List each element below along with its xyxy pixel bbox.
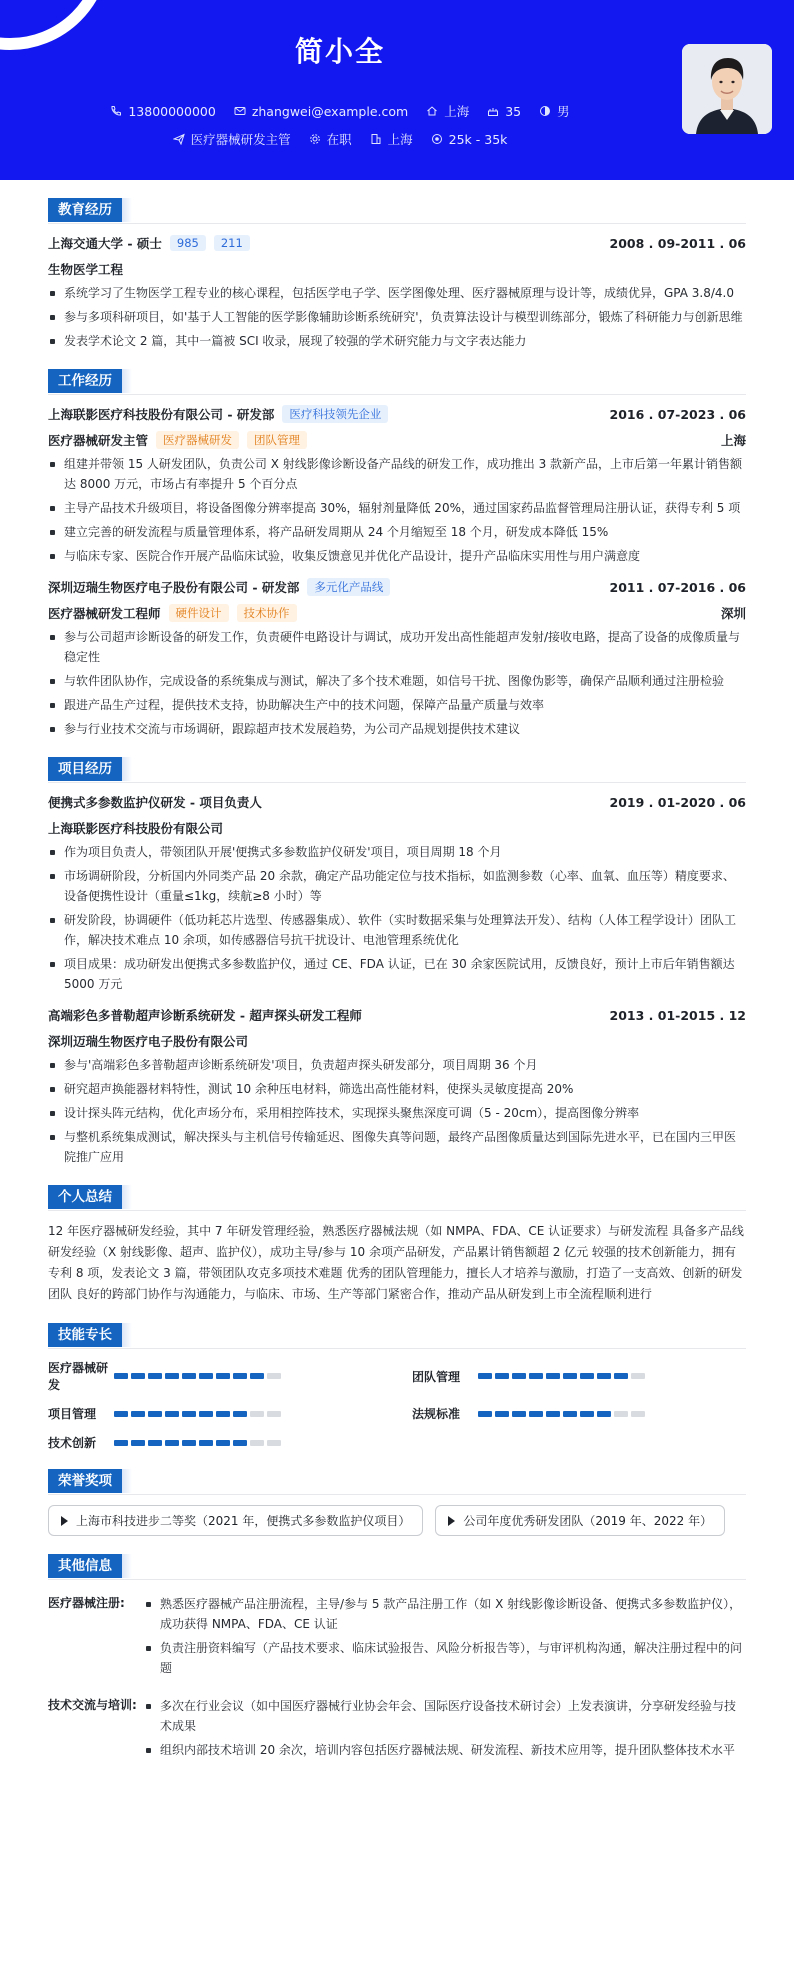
education-bullets — [48, 283, 746, 351]
list-item: 跟进产品生产过程，提供技术支持，协助解决生产中的技术问题，保障产品量产质量与效率 — [48, 695, 746, 715]
job-city: 深圳 — [720, 606, 746, 621]
job-intent-row — [0, 130, 680, 148]
cake-icon — [487, 105, 499, 117]
skill-segment — [165, 1440, 179, 1446]
project-row — [48, 793, 746, 811]
skill-segment — [182, 1373, 196, 1379]
list-item: 参与公司超声诊断设备的研发工作，负责硬件电路设计与调试，成功开发出高性能超声发射/接收电路，提高了设备的成像质量与稳定性 — [48, 627, 746, 667]
contact-row — [0, 102, 680, 120]
other-group — [48, 1590, 746, 1678]
project-bullets — [48, 1055, 746, 1167]
skill-name: 医疗器械研发 — [48, 1361, 109, 1392]
job-date: 2011 . 07-2016 . 06 — [609, 579, 746, 595]
skill-segment — [182, 1440, 196, 1446]
city-item — [426, 102, 469, 120]
mail-icon — [234, 105, 246, 117]
skill-segment — [148, 1411, 162, 1417]
city-text: 上海 — [444, 104, 470, 119]
project-name: 高端彩色多普勒超声诊断系统研发 - 超声探头研发工程师 — [48, 1008, 362, 1023]
skill-name: 项目管理 — [48, 1407, 97, 1421]
section-title: 教育经历 — [48, 198, 122, 222]
list-item: 市场调研阶段，分析国内外同类产品 20 余款，确定产品功能定位与技术指标，如监测参数（心率、血氧、血压等）精度要求、设备便携性设计（重量≤1kg，续航≥8 小时）等 — [48, 866, 746, 906]
section-title: 项目经历 — [48, 757, 122, 781]
section-title: 技能专长 — [48, 1323, 122, 1347]
job-date: 2016 . 07-2023 . 06 — [609, 406, 746, 422]
projects-section — [48, 757, 746, 1167]
section-title: 个人总结 — [48, 1185, 122, 1209]
skill-segment — [478, 1373, 492, 1379]
list-item: 参与行业技术交流与市场调研，跟踪超声技术发展趋势，为公司产品规划提供技术建议 — [48, 719, 746, 739]
skill-segment — [216, 1440, 230, 1446]
company-name: 上海联影医疗科技股份有限公司 - 研发部 — [48, 407, 275, 422]
job-entry — [48, 405, 746, 566]
skill-segment — [165, 1373, 179, 1379]
section-title: 其他信息 — [48, 1554, 122, 1578]
project-entry — [48, 793, 746, 994]
skill-segment — [546, 1411, 560, 1417]
honors-list — [48, 1505, 746, 1536]
skill-segment — [614, 1373, 628, 1379]
skill-segment — [233, 1373, 247, 1379]
job-entry — [48, 578, 746, 739]
work-section — [48, 369, 746, 739]
list-item: 与软件团队协作，完成设备的系统集成与测试，解决了多个技术难题，如信号干扰、图像伪影等，确保产品顺利通过注册检验 — [48, 671, 746, 691]
phone-item — [110, 102, 215, 120]
job-role-row — [48, 431, 746, 449]
skill-segment — [580, 1373, 594, 1379]
skill-level-bar — [478, 1373, 645, 1379]
skill-item — [412, 1405, 746, 1422]
skill-segment — [529, 1373, 543, 1379]
skill-segment — [597, 1373, 611, 1379]
skill-segment — [131, 1373, 145, 1379]
avatar-photo — [682, 44, 772, 134]
other-section — [48, 1554, 746, 1760]
company-tag: 多元化产品线 — [307, 578, 390, 596]
skill-level-bar — [114, 1411, 281, 1417]
list-item: 系统学习了生物医学工程专业的核心课程，包括医学电子学、医学图像处理、医疗器械原理与设计等，成绩优异，GPA 3.8/4.0 — [48, 283, 746, 303]
skill-segment — [495, 1411, 509, 1417]
school-title — [48, 234, 250, 252]
section-header — [48, 1469, 746, 1495]
project-name: 便携式多参数监护仪研发 - 项目负责人 — [48, 795, 262, 810]
candidate-name: 简小全 — [294, 35, 385, 68]
role-tag: 医疗器械研发 — [156, 431, 239, 449]
project-company: 上海联影医疗科技股份有限公司 — [48, 821, 224, 836]
job-role — [48, 431, 307, 449]
skill-segment — [563, 1373, 577, 1379]
header — [0, 0, 794, 180]
gender-icon — [539, 105, 551, 117]
status-item — [309, 130, 352, 148]
other-group — [48, 1692, 746, 1760]
skill-segment — [114, 1440, 128, 1446]
play-icon — [448, 1516, 455, 1526]
job-bullets — [48, 627, 746, 739]
job-city: 上海 — [720, 433, 746, 448]
skill-segment — [267, 1373, 281, 1379]
honor-item — [48, 1505, 423, 1536]
project-date: 2013 . 01-2015 . 12 — [609, 1007, 746, 1023]
job-company — [48, 578, 390, 596]
skill-segment — [165, 1411, 179, 1417]
section-header — [48, 369, 746, 395]
role-tag: 技术协作 — [237, 604, 297, 622]
project-company: 深圳迈瑞生物医疗电子股份有限公司 — [48, 1034, 249, 1049]
skill-item — [48, 1359, 382, 1393]
section-header — [48, 1323, 746, 1349]
honor-text: 上海市科技进步二等奖（2021 年，便携式多参数监护仪项目） — [76, 1514, 411, 1528]
skill-segment — [131, 1411, 145, 1417]
list-item: 作为项目负责人，带领团队开展'便携式多参数监护仪研发'项目，项目周期 18 个月 — [48, 842, 746, 862]
skill-segment — [267, 1411, 281, 1417]
play-icon — [61, 1516, 68, 1526]
skills-grid — [48, 1359, 746, 1451]
skill-name: 技术创新 — [48, 1436, 97, 1450]
send-icon — [173, 133, 185, 145]
job-bullets — [48, 454, 746, 566]
list-item: 组建并带领 15 人研发团队，负责公司 X 射线影像诊断设备产品线的研发工作，成功推出 3 款新产品，上市后第一年累计销售额达 8000 万元，市场占有率提升 5 个百分点 — [48, 454, 746, 494]
phone-text: 13800000000 — [128, 103, 216, 119]
other-label: 技术交流与培训: — [48, 1698, 137, 1712]
skill-segment — [512, 1411, 526, 1417]
job-role-row — [48, 604, 746, 622]
section-header — [48, 757, 746, 783]
skill-segment — [478, 1411, 492, 1417]
position-text: 医疗器械研发主管 — [190, 132, 291, 147]
job-company-row — [48, 405, 746, 423]
project-bullets — [48, 842, 746, 994]
skill-item — [48, 1434, 382, 1451]
skill-segment — [148, 1440, 162, 1446]
list-item: 熟悉医疗器械产品注册流程，主导/参与 5 款产品注册工作（如 X 射线影像诊断设备、便携式多参数监护仪），成功获得 NMPA、FDA、CE 认证 — [144, 1594, 746, 1634]
list-item: 组织内部技术培训 20 余次，培训内容包括医疗器械法规、研发流程、新技术应用等，提升团队整体技术水平 — [144, 1740, 746, 1760]
skill-name: 法规标准 — [412, 1407, 461, 1421]
major: 生物医学工程 — [48, 262, 124, 277]
job-role — [48, 604, 297, 622]
company-name: 深圳迈瑞生物医疗电子股份有限公司 - 研发部 — [48, 580, 300, 595]
honor-text: 公司年度优秀研发团队（2019 年、2022 年） — [463, 1514, 713, 1528]
skill-segment — [631, 1411, 645, 1417]
honors-section — [48, 1469, 746, 1536]
school-name: 上海交通大学 - 硕士 — [48, 236, 162, 251]
company-tag: 医疗科技领先企业 — [282, 405, 388, 423]
education-date: 2008 . 09-2011 . 06 — [609, 235, 746, 251]
skill-segment — [131, 1440, 145, 1446]
email-item — [234, 102, 408, 120]
skill-segment — [114, 1411, 128, 1417]
list-item: 多次在行业会议（如中国医疗器械行业协会年会、国际医疗设备技术研讨会）上发表演讲，分享研发经验与技术成果 — [144, 1696, 746, 1736]
skill-segment — [250, 1373, 264, 1379]
age-text: 35 — [505, 103, 522, 119]
list-item: 项目成果：成功研发出便携式多参数监护仪，通过 CE、FDA 认证，已在 30 余家医院试用，反馈良好，预计上市后年销售额达 5000 万元 — [48, 954, 746, 994]
avatar-illustration — [682, 44, 772, 134]
list-item: 研发阶段，协调硬件（低功耗芯片选型、传感器集成）、软件（实时数据采集与处理算法开发）、结构（人体工程学设计）团队工作，解决技术难点 10 余项，如传感器信号抗干扰设计、电池管理系统优化 — [48, 910, 746, 950]
project-date: 2019 . 01-2020 . 06 — [609, 794, 746, 810]
other-bullets — [144, 1590, 746, 1678]
skill-segment — [199, 1440, 213, 1446]
skill-segment — [199, 1411, 213, 1417]
email-text: zhangwei@example.com — [251, 103, 409, 119]
skill-level-bar — [114, 1373, 281, 1379]
expect-city-text: 上海 — [387, 132, 413, 147]
skill-segment — [182, 1411, 196, 1417]
skill-segment — [114, 1373, 128, 1379]
list-item: 与临床专家、医院合作开展产品临床试验，收集反馈意见并优化产品设计，提升产品临床实用性与用户满意度 — [48, 546, 746, 566]
role-tag: 团队管理 — [247, 431, 307, 449]
skill-segment — [614, 1411, 628, 1417]
project-entry — [48, 1006, 746, 1167]
list-item: 发表学术论文 2 篇，其中一篇被 SCI 收录，展现了较强的学术研究能力与文字表达能力 — [48, 331, 746, 351]
role-name: 医疗器械研发工程师 — [48, 606, 161, 621]
job-company — [48, 405, 388, 423]
skill-segment — [250, 1411, 264, 1417]
gear-icon — [309, 133, 321, 145]
list-item: 研究超声换能器材料特性，测试 10 余种压电材料，筛选出高性能材料，使探头灵敏度提高 20% — [48, 1079, 746, 1099]
skill-item — [412, 1359, 746, 1393]
skill-segment — [597, 1411, 611, 1417]
section-header — [48, 1185, 746, 1211]
skill-segment — [512, 1373, 526, 1379]
skill-segment — [495, 1373, 509, 1379]
skill-segment — [563, 1411, 577, 1417]
home-icon — [426, 105, 438, 117]
status-text: 在职 — [326, 132, 352, 147]
other-label: 医疗器械注册: — [48, 1596, 125, 1610]
skill-segment — [216, 1411, 230, 1417]
skills-section — [48, 1323, 746, 1451]
role-tag: 硬件设计 — [169, 604, 229, 622]
summary-text: 12 年医疗器械研发经验，其中 7 年研发管理经验，熟悉医疗器械法规（如 NMPA、FDA、CE 认证要求）与研发流程 具备多产品线研发经验（X 射线影像、超声、监护仪），成功主导/参与 10 余项产品研发，产品累计销售额超 2 亿元 较强的技术创新能力，拥有专利 8 项，发表论文 3 篇，带领团队攻克多项技术难题 优秀的团队管理能力，擅长人才培养与激励，打造了一支高效、创新的研发团队 良好的跨部门协作与沟通能力，与临床、市场、生产等部门紧密合作，推动产品从研发到上市全流程顺利进行 — [48, 1224, 744, 1301]
skill-name: 团队管理 — [412, 1369, 461, 1384]
project-row — [48, 1006, 746, 1024]
school-tag: 211 — [214, 235, 250, 251]
education-section — [48, 198, 746, 351]
salary-text: 25k - 35k — [448, 131, 508, 147]
gender-item — [539, 102, 570, 120]
expect-city-item — [370, 130, 413, 148]
skill-item — [48, 1405, 382, 1422]
skill-segment — [199, 1373, 213, 1379]
summary-section — [48, 1185, 746, 1305]
skill-segment — [546, 1373, 560, 1379]
skill-segment — [250, 1440, 264, 1446]
skill-segment — [631, 1373, 645, 1379]
skill-segment — [267, 1440, 281, 1446]
skill-segment — [580, 1411, 594, 1417]
list-item: 与整机系统集成测试，解决探头与主机信号传输延迟、图像失真等问题，最终产品图像质量达到国际先进水平，已在国内三甲医院推广应用 — [48, 1127, 746, 1167]
position-item — [173, 130, 291, 148]
skill-segment — [216, 1373, 230, 1379]
salary-item — [431, 130, 508, 148]
role-name: 医疗器械研发主管 — [48, 433, 149, 448]
skill-level-bar — [478, 1411, 645, 1417]
skill-segment — [148, 1373, 162, 1379]
list-item: 负责注册资料编写（产品技术要求、临床试验报告、风险分析报告等），与审评机构沟通，解决注册过程中的问题 — [144, 1638, 746, 1678]
skill-level-bar — [114, 1440, 281, 1446]
section-title: 荣誉奖项 — [48, 1469, 122, 1493]
skill-segment — [233, 1411, 247, 1417]
list-item: 建立完善的研发流程与质量管理体系，将产品研发周期从 24 个月缩短至 18 个月，研发成本降低 15% — [48, 522, 746, 542]
skill-segment — [529, 1411, 543, 1417]
age-item — [487, 102, 521, 120]
section-header — [48, 198, 746, 224]
section-header — [48, 1554, 746, 1580]
gender-text: 男 — [557, 104, 570, 119]
list-item: 设计探头阵元结构，优化声场分布，采用相控阵技术，实现探头聚焦深度可调（5 - 20cm），提高图像分辨率 — [48, 1103, 746, 1123]
job-company-row — [48, 578, 746, 596]
section-title: 工作经历 — [48, 369, 122, 393]
list-item: 参与多项科研项目，如'基于人工智能的医学影像辅助诊断系统研究'，负责算法设计与模型训练部分，锻炼了科研能力与创新思维 — [48, 307, 746, 327]
education-row — [48, 234, 746, 252]
resume-content — [0, 198, 794, 1760]
money-icon — [431, 133, 443, 145]
list-item: 主导产品技术升级项目，将设备图像分辨率提高 30%，辐射剂量降低 20%，通过国家药品监督管理局注册认证，获得专利 5 项 — [48, 498, 746, 518]
other-bullets — [144, 1692, 746, 1760]
building-icon — [370, 133, 382, 145]
honor-item — [435, 1505, 725, 1536]
school-tag: 985 — [170, 235, 206, 251]
phone-icon — [110, 105, 122, 117]
skill-segment — [233, 1440, 247, 1446]
list-item: 参与'高端彩色多普勒超声诊断系统研发'项目，负责超声探头研发部分，项目周期 36 个月 — [48, 1055, 746, 1075]
